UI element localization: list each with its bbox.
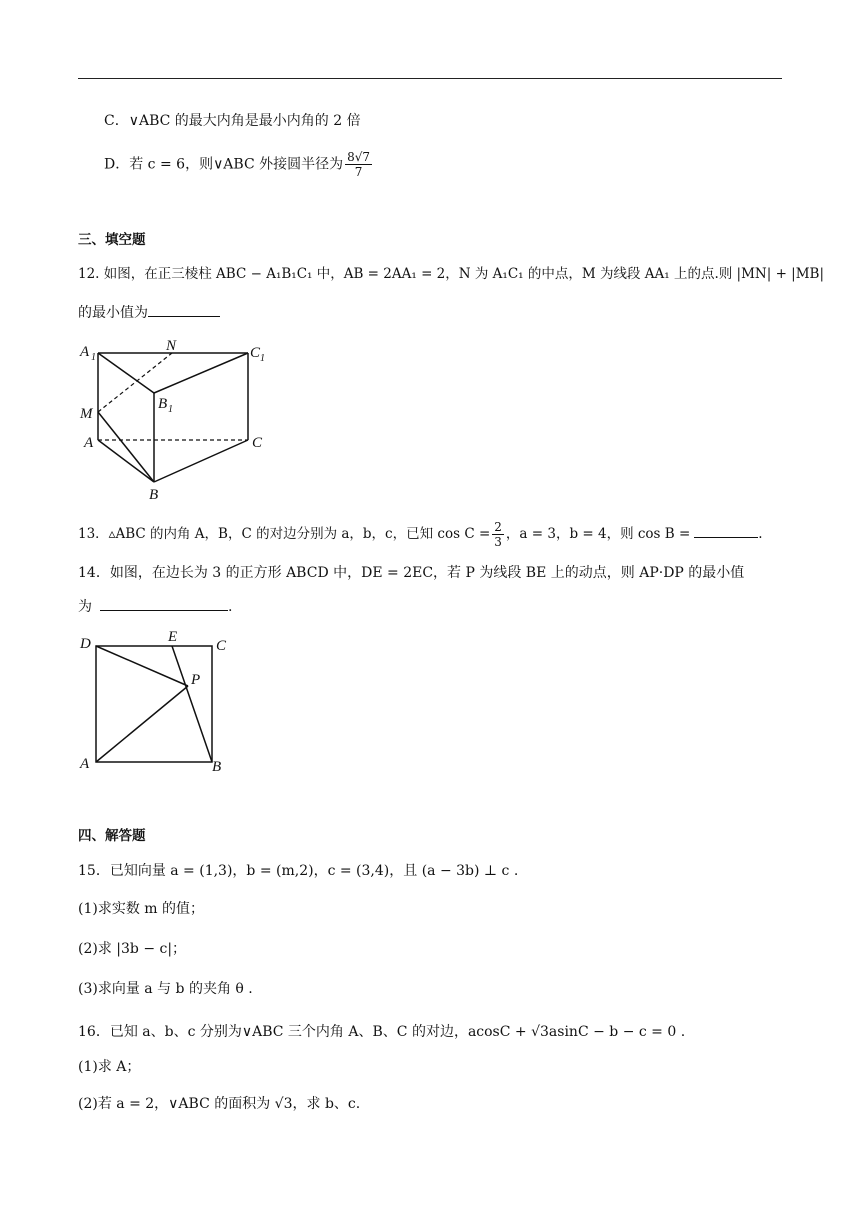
option-d-label: D． (104, 156, 130, 173)
question-13-fraction (492, 520, 504, 549)
question-13-pre: 13．▵ABC 的内角 A，B，C 的对边分别为 a，b，c，已知 cos C = (78, 526, 491, 542)
label-d: D (80, 636, 91, 652)
option-c (104, 111, 361, 131)
square-edges (96, 646, 212, 762)
question-12-line2 (78, 302, 220, 323)
label-a: A (84, 435, 94, 451)
question-14-end: . (228, 599, 233, 615)
question-16-part1: (1)求 A； (78, 1059, 141, 1075)
option-c-label: C． (104, 113, 129, 129)
prism-hidden-edges (98, 353, 248, 440)
label-a1-sub: 1 (91, 352, 96, 363)
question-13-answer-blank[interactable] (694, 523, 758, 538)
label-b: B (149, 487, 159, 503)
question-14-line1: 14．如图，在边长为 3 的正方形 ABCD 中，DE = 2EC，若 P 为线段 BE 上的动点，则 AP·DP 的最小值 (78, 565, 745, 581)
label-b1: B (158, 396, 168, 412)
option-c-text: ∨ABC 的最大内角是最小内角的 2 倍 (128, 113, 361, 129)
label-a1: A (80, 344, 90, 360)
label-e: E (168, 629, 178, 645)
label-n: N (166, 338, 177, 354)
option-d (104, 150, 374, 179)
question-15-line1: 15．已知向量 a = (1,3)，b = (m,2)，c = (3,4)，且 (a − 3b) ⊥ c . (78, 863, 519, 879)
header-rule (78, 78, 782, 79)
question-15-part1: (1)求实数 m 的值； (78, 901, 205, 917)
question-13-end: . (758, 526, 763, 542)
question-14-answer-blank[interactable] (100, 596, 228, 611)
label-c1: C (250, 345, 261, 361)
prism-figure (74, 336, 284, 506)
label-c1-sub: 1 (260, 353, 265, 364)
square-figure (74, 626, 244, 776)
label-m: M (80, 406, 93, 422)
label-b-square: B (212, 759, 222, 775)
prism-edges (98, 353, 248, 482)
question-13-denominator: 3 (494, 535, 502, 549)
label-c-square: C (216, 638, 227, 654)
question-12-line1: 12. 如图，在正三棱柱 ABC − A₁B₁C₁ 中，AB = 2AA₁ = 2，N 为 A₁C₁ 的中点，M 为线段 AA₁ 上的点.则 |MN| + |MB| (78, 266, 825, 282)
question-13-numerator: 2 (494, 520, 502, 534)
option-d-denominator: 7 (354, 165, 363, 179)
question-13-post: ，a = 3，b = 4，则 cos B = (505, 526, 691, 542)
question-14-line2 (78, 596, 232, 617)
question-15-part3: (3)求向量 a 与 b 的夹角 θ . (78, 981, 253, 997)
question-12-text: 的最小值为 (78, 305, 148, 321)
option-d-fraction (345, 150, 372, 179)
question-12-answer-blank[interactable] (148, 302, 220, 317)
label-p: P (191, 672, 201, 688)
label-b1-sub: 1 (168, 404, 173, 415)
label-a-square: A (80, 756, 90, 772)
question-16-part2: (2)若 a = 2，∨ABC 的面积为 √3，求 b、c. (78, 1096, 361, 1112)
question-15-part2: (2)求 |3b − c|； (78, 941, 187, 957)
question-16-line1: 16．已知 a、b、c 分别为∨ABC 三个内角 A、B、C 的对边，acosC + √3asinC − b − c = 0 . (78, 1024, 686, 1040)
option-d-text: 若 c = 6，则∨ABC 外接圆半径为 (129, 156, 344, 173)
section-four-title: 四、解答题 (78, 828, 146, 844)
label-c: C (252, 435, 263, 451)
question-13 (78, 520, 763, 549)
question-14-text: 为 (78, 599, 92, 615)
section-three-title: 三、填空题 (78, 232, 146, 248)
option-d-numerator: 8√7 (347, 150, 371, 164)
